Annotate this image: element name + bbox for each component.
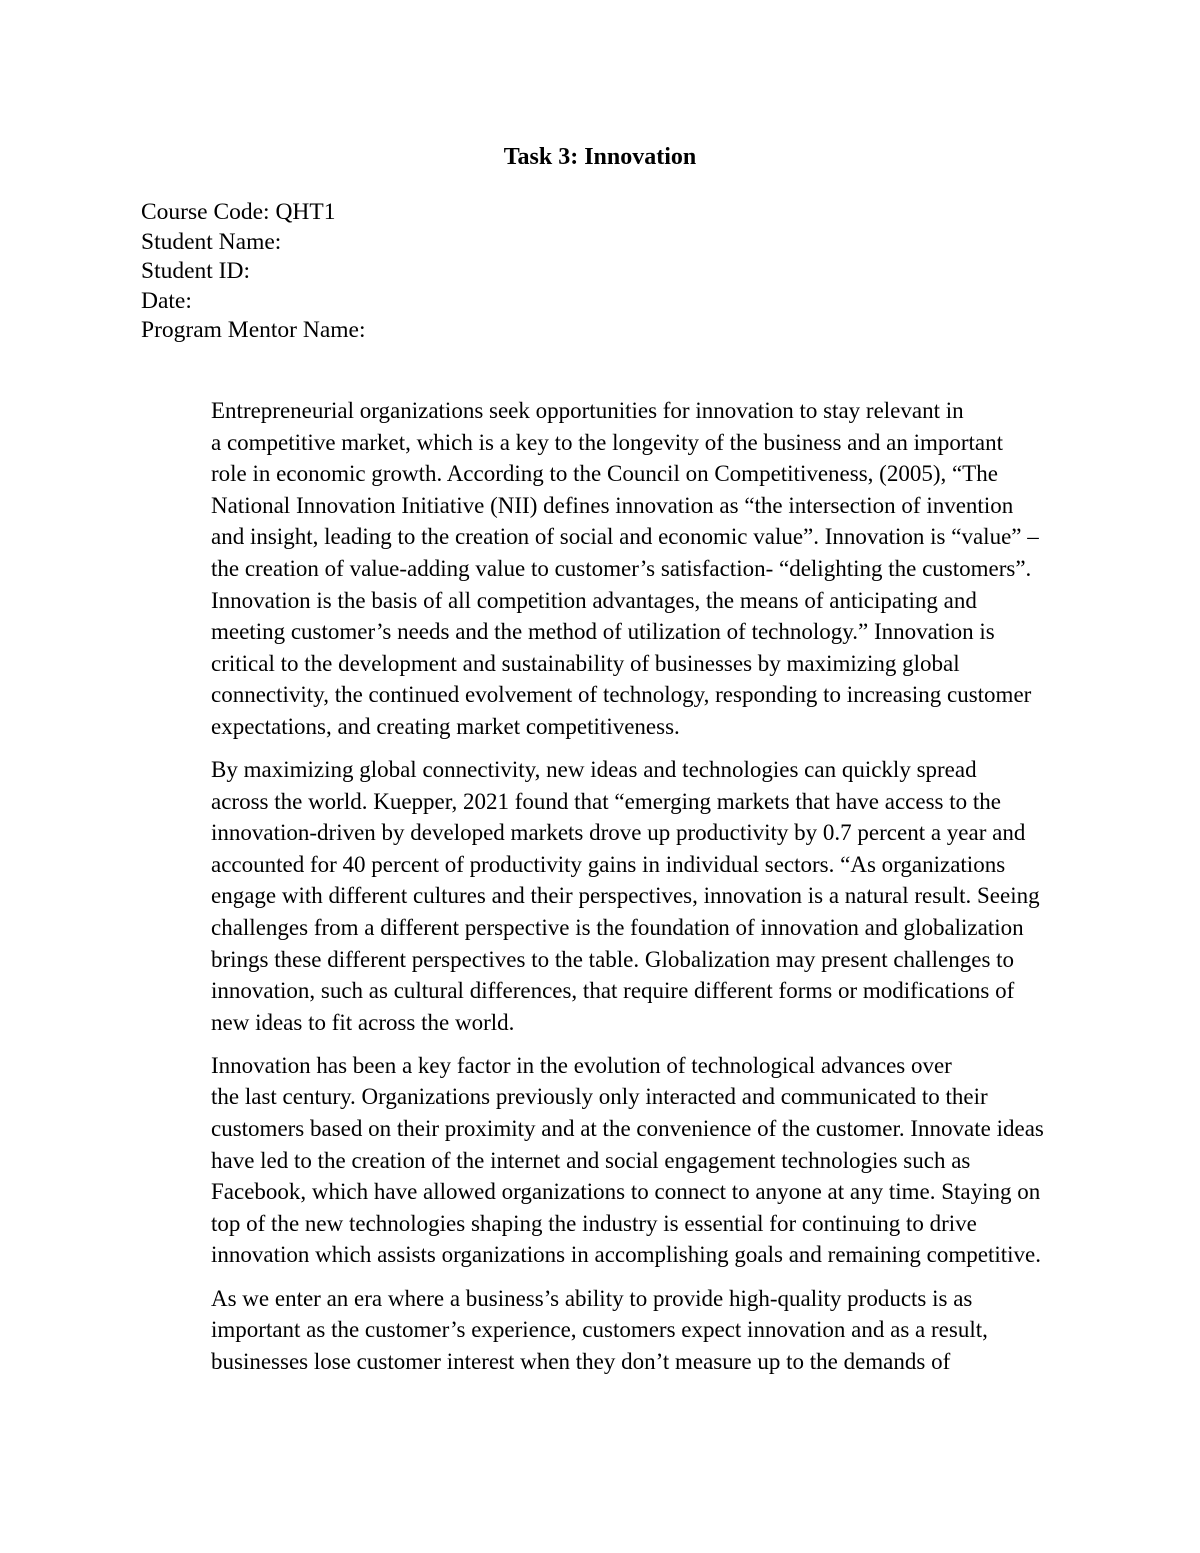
text-line: accounted for 40 percent of productivity gains in individual sectors. “As organizations (211, 851, 1006, 877)
text-line: customers based on their proximity and at the convenience of the customer. Innovate ideas (211, 1116, 1044, 1142)
text-line: new ideas to fit across the world. (211, 1009, 515, 1035)
text-line: By maximizing global connectivity, new ideas and technologies can quickly spread (211, 757, 977, 783)
text-line: meeting customer’s needs and the method of utilization of technology.” Innovation is (211, 619, 995, 645)
text-line: businesses lose customer interest when they don’t measure up to the demands of (211, 1348, 951, 1374)
text-line: engage with different cultures and their perspectives, innovation is a natural result. Seeing (211, 883, 1040, 909)
text-line: top of the new technologies shaping the industry is essential for continuing to drive (211, 1210, 977, 1236)
text-line: National Innovation Initiative (NII) defines innovation as “the intersection of invention (211, 492, 1014, 518)
text-line: innovation which assists organizations in accomplishing goals and remaining competitive. (211, 1242, 1041, 1268)
text-line: the last century. Organizations previously only interacted and communicated to their (211, 1084, 988, 1110)
text-line: challenges from a different perspective is the foundation of innovation and globalization (211, 915, 1024, 940)
paragraph-2 (141, 754, 1061, 1038)
text-line: Innovation has been a key factor in the evolution of technological advances over (211, 1052, 952, 1078)
text-line: Facebook, which have allowed organizations to connect to anyone at any time. Staying on (211, 1179, 1041, 1205)
text-line: expectations, and creating market competitiveness. (211, 713, 680, 739)
text-line: role in economic growth. According to the Council on Competitiveness, (2005), “The (211, 461, 998, 487)
text-line: innovation, such as cultural differences, that require different forms or modifications of (211, 978, 1015, 1004)
text-line: important as the customer’s experience, customers expect innovation and as a result, (211, 1317, 988, 1343)
student-name-line: Student Name: (141, 228, 282, 255)
paragraph-3 (141, 1050, 1061, 1271)
program-mentor-line: Program Mentor Name: (141, 317, 366, 343)
text-line: critical to the development and sustainability of businesses by maximizing global (211, 650, 960, 676)
essay-body (141, 395, 1061, 1389)
student-info-block (141, 198, 366, 346)
text-line: innovation-driven by developed markets drove up productivity by 0.7 percent a year and (211, 820, 1026, 846)
text-line: and insight, leading to the creation of social and economic value”. Innovation is “value” – (211, 524, 1039, 550)
text-line: Innovation is the basis of all competition advantages, the means of anticipating and (211, 587, 977, 613)
student-id-line: Student ID: (141, 258, 251, 284)
text-line: connectivity, the continued evolvement of technology, responding to increasing customer (211, 682, 1032, 708)
text-line: have led to the creation of the internet and social engagement technologies such as (211, 1147, 971, 1173)
text-line: the creation of value-adding value to customer’s satisfaction- “delighting the customers”. (211, 555, 1032, 581)
text-line: As we enter an era where a business’s ability to provide high-quality products is as (211, 1285, 973, 1311)
paragraph-4 (141, 1283, 1061, 1378)
text-line: a competitive market, which is a key to the longevity of the business and an important (211, 429, 1004, 455)
date-line: Date: (141, 287, 192, 314)
course-code-line: Course Code: QHT1 (141, 199, 336, 225)
text-line: Entrepreneurial organizations seek opportunities for innovation to stay relevant in (211, 398, 964, 423)
text-line: brings these different perspectives to the table. Globalization may present challenges to (211, 946, 1015, 972)
document-title: Task 3: Innovation (503, 144, 697, 170)
text-line: across the world. Kuepper, 2021 found that “emerging markets that have access to the (211, 788, 1001, 814)
paragraph-1 (141, 395, 1061, 743)
